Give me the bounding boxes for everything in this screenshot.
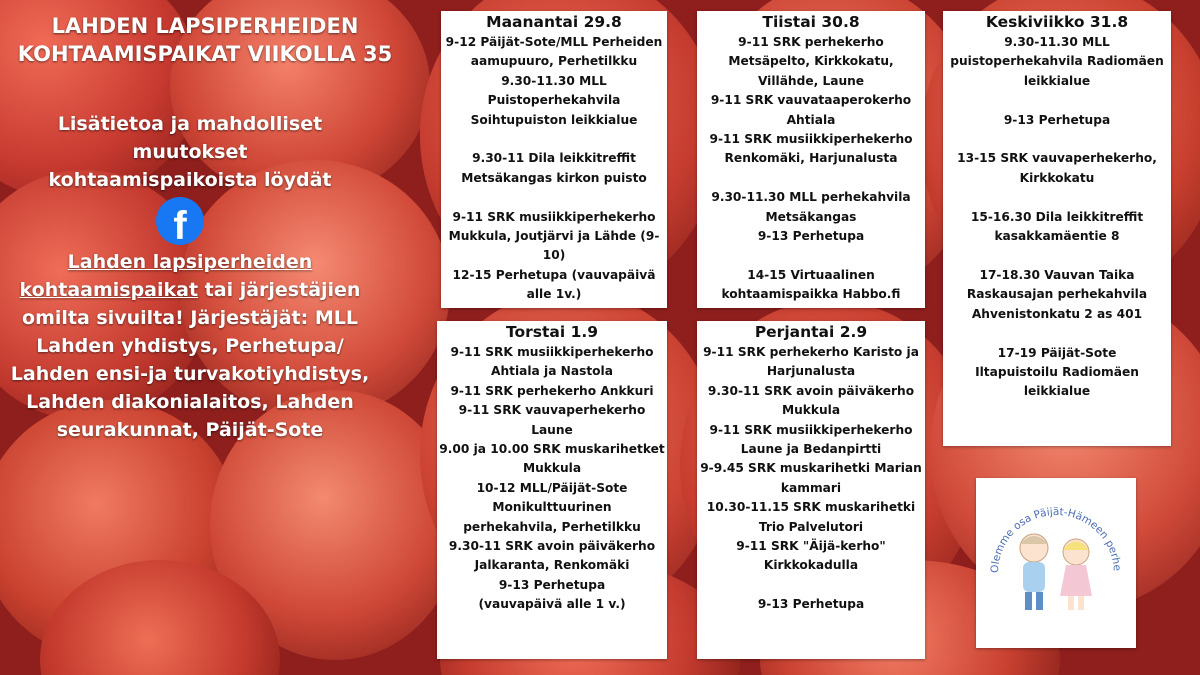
logo-text: Olemme osa Päijät-Hämeen perhe: [988, 505, 1124, 574]
day-card-monday: [441, 11, 667, 308]
day-schedule: 9-11 SRK musiikkiperhekerho Ahtiala ja Nastola 9-11 SRK perhekerho Ankkuri 9-11 SRK vauvaperhekerho Laune 9.00 ja 10.00 SRK muskarihetket Mukkula 10-12 MLL/Päijät-Sote Monikulttuurinen perhekahvila, Perhetilkku 9.30-11 SRK avoin päiväkerho Jalkaranta, Renkomäki 9-13 Perhetupa (vauvapäivä alle 1 v.): [439, 345, 665, 612]
facebook-page-link[interactable]: Lahden lapsiperheiden kohtaamispaikat: [19, 251, 313, 301]
day-card-wednesday: [943, 11, 1171, 446]
facebook-icon[interactable]: f: [156, 197, 204, 245]
page-title: LAHDEN LAPSIPERHEIDEN KOHTAAMISPAIKAT VIIKOLLA 35: [17, 14, 393, 66]
info-text: Lisätietoa ja mahdolliset muutokset kohtaamispaikoista löydät: [48, 113, 332, 191]
network-logo: [976, 478, 1136, 648]
day-card-thursday: [437, 321, 667, 659]
day-schedule: 9-12 Päijät-Sote/MLL Perheiden aamupuuro, Perhetilkku 9.30-11.30 MLL Puistoperhekahvila Soihtupuiston leikkialue 9.30-11 Dila leikkitreffit Metsäkangas kirkon puisto 9-11 SRK musiikkiperhekerho Mukkula, Joutjärvi ja Lähde (9-10) 12-15 Perhetupa (vauvapäivä alle 1v.): [445, 35, 663, 302]
day-title: Tiistai 30.8: [762, 13, 860, 31]
organizers-text: [0, 248, 380, 444]
day-title: Perjantai 2.9: [754, 323, 868, 341]
network-logo-graphic: [976, 478, 1136, 648]
day-title: Keskiviikko 31.8: [985, 13, 1129, 31]
day-schedule: 9.30-11.30 MLL puistoperhekahvila Radiomäen leikkialue 9-13 Perhetupa 13-15 SRK vauvaperhekerho, Kirkkokatu 15-16.30 Dila leikkitreffit kasakkamäentie 8 17-18.30 Vauvan Taika Raskausajan perhekahvila Ahvenistonkatu 2 as 401 17-19 Päijät-Sote Iltapuistoilu Radiomäen leikkialue: [950, 35, 1164, 399]
day-card-tuesday: [697, 11, 925, 308]
day-title: Torstai 1.9: [505, 323, 599, 341]
left-panel: [0, 0, 430, 675]
day-title: Maanantai 29.8: [486, 13, 622, 31]
day-schedule: 9-11 SRK perhekerho Karisto ja Harjunalusta 9.30-11 SRK avoin päiväkerho Mukkula 9-11 SRK musiikkiperhekerho Laune ja Bedanpirtti 9-9.45 SRK muskarihetki Marian kammari 10.30-11.15 SRK muskarihetki Trio Palvelutori 9-11 SRK "Äijä-kerho" Kirkkokadulla 9-13 Perhetupa: [700, 345, 922, 612]
day-schedule: 9-11 SRK perhekerho Metsäpelto, Kirkkokatu, Villähde, Laune 9-11 SRK vauvataaperokerho Ahtiala 9-11 SRK musiikkiperhekerho Renkomäki, Harjunalusta 9.30-11.30 MLL perhekahvila Metsäkangas 9-13 Perhetupa 14-15 Virtuaalinen kohtaamispaikka Habbo.fi: [709, 35, 913, 302]
organizers-list: tai järjestäjien omilta sivuilta! Järjestäjät: MLL Lahden yhdistys, Perhetupa/ Lahden ensi-ja turvakotiyhdistys, Lahden diakonialaitos, Lahden seurakunnat, Päijät-Sote: [10, 279, 370, 441]
svg-text:Olemme osa Päijät-Hämeen perhe: [976, 478, 1123, 573]
day-card-friday: [697, 321, 925, 659]
